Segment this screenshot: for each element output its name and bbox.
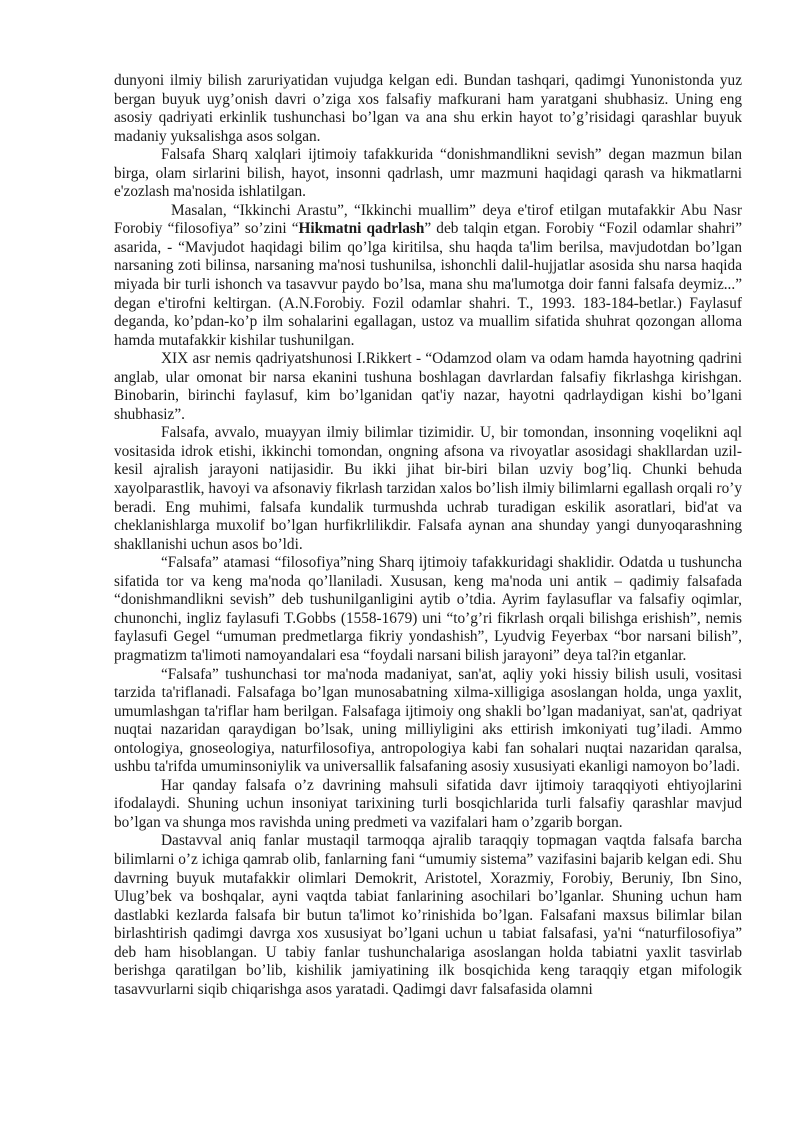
paragraph-2: Falsafa Sharq xalqlari ijtimoiy tafakkurida “donishmandlikni sevish” degan mazmun bilan birga, olam sirlarini bilish, hayot, insonni qadrlash, umr mazmuni haqidagi qarash va hikmatlarni e'zozlash ma'nosida ishlatilgan. (114, 146, 742, 201)
paragraph-1: dunyoni ilmiy bilish zaruriyatidan vujudga kelgan edi. Bundan tashqari, qadimgi Yunonistonda yuz bergan buyuk uyg’onish davri o’ziga xos falsafiy mafkurani ham yaratgani shubhasiz. Uning eng asosiy qadriyati erkinlik tushunchasi bo’lgan va ana shu erkin hayot to’g’risidagi qarashlar buyuk madaniy yuksalishga asos solgan. (114, 72, 742, 145)
paragraph-6: “Falsafa” atamasi “filosofiya”ning Sharq ijtimoiy tafakkuridagi shaklidir. Odatda u tushuncha sifatida tor va keng ma'noda qo’llaniladi. Xususan, keng ma'noda uni antik – qadimiy falsafada “donishmandlikni sevish” deb tushunilganligini aytib o’tdia. Ayrim faylasuflar va falsafiy oqimlar, chunonchi, ingliz faylasufi T.Gobbs (1558-1679) uni “to’g’ri fikrlash orqali bilishga erishish”, nemis faylasufi Gegel “umuman predmetlarga fikriy yondashish”, Lyudvig Feyerbax “bor narsani bilish”, pragmatizm ta'limoti namoyandalari esa “foydali narsani bilish jarayoni” deya tal?in etganlar. (114, 554, 742, 664)
document-page (114, 72, 742, 999)
bold-term: Hikmatni qadrlash (298, 220, 425, 238)
paragraph-7: “Falsafa” tushunchasi tor ma'noda madaniyat, san'at, aqliy yoki hissiy bilish usuli, vositasi tarzida ta'riflanadi. Falsafaga bo’lgan munosabatning xilma-xilligiga asoslangan holda, unga yaxlit, umumlashgan ta'riflar ham berilgan. Falsafaga ijtimoiy ong shakli bo’lgan madaniyat, san'at, qadriyat nuqtai nazaridan qaraydigan bo’lsak, uning milliyligini aks ettirish imkoniyati tug’iladi. Ammo ontologiya, gnoseologiya, naturfilosofiya, antropologiya kabi fan sohalari nuqtai nazaridan qaralsa, ushbu ta'rifda umuminsoniylik va universallik falsafaning asosiy xususiyati ekanligi namoyon bo’ladi. (114, 665, 742, 776)
paragraph-3-text-end: ” deb talqin etgan. Forobiy “Fozil odamlar shahri” asarida, - “Mavjudot haqidagi bilim qo’lga kiritilsa, shu haqda ta'lim berilsa, mavjudotdan bo’lgan narsaning zoti bilinsa, narsaning ma'nosi tushunilsa, ishonchli dalil-hujjatlar asosida shu narsa haqida miyada bir turli ishonch va tasavvur paydo bo’lsa, mana shu ma'lumotga doir fanni falsafa deymiz...” degan e'tirofni keltirgan. (A.N.Forobiy. Fozil odamlar shahri. T., 1993. 183-184-betlar.) Faylasuf deganda, ko’pdan-ko’p ilm sohalarini egallagan, ustoz va muallim sifatida shuhrat qozongan alloma hamda mutafakkir kishilar tushunilgan. (114, 220, 742, 349)
paragraph-8: Har qanday falsafa o’z davrining mahsuli sifatida davr ijtimoiy taraqqiyoti ehtiyojlarini ifodalaydi. Shuning uchun insoniyat tarixining turli bosqichlarida turli falsafiy qarashlar mavjud bo’lgan va shunga mos ravishda uning predmeti va vazifalari ham o’zgarib borgan. (114, 776, 742, 831)
paragraph-3-text-start: Masalan, “Ikkinchi Arastu”, “Ikkinchi muallim” deya e'tirof etilgan mutafakkir Abu Nasr Forobiy “filosofiya” so’zini “ (114, 201, 742, 238)
paragraph-5: Falsafa, avvalo, muayyan ilmiy bilimlar tizimidir. U, bir tomondan, insonning voqelikni aql vositasida idrok etishi, ikkinchi tomondan, ongning afsona va rivoyatlar asosidagi shakllardan uzil-kesil ajralish jarayoni natijasidir. Bu ikki jihat bir-biri bilan uzviy bog’liq. Chunki behuda xayolparastlik, havoyi va afsonaviy fikrlash tarzidan xalos bo’lish ilmiy bilimlarni egallash orqali ro’y beradi. Eng muhimi, falsafa kundalik turmushda uchrab turadigan eskilik asoratlari, bid'at va cheklanishlarga muxolif bo’lgan hurfikrlilikdir. Falsafa aynan ana shunday yangi dunyoqarashning shakllanishi uchun asos bo’ldi. (114, 424, 742, 553)
paragraph-9: Dastavval aniq fanlar mustaqil tarmoqqa ajralib taraqqiy topmagan vaqtda falsafa barcha bilimlarni o’z ichiga qamrab olib, fanlarning fani “umumiy sistema” vazifasini bajarib kelgan edi. Shu davrning buyuk mutafakkir olimlari Demokrit, Aristotel, Xorazmiy, Forobiy, Beruniy, Ibn Sino, Ulug’bek va boshqalar, ayni vaqtda tabiat fanlarining asochilari bo’lganlar. Shuning uchun ham dastlabki kezlarda falsafa bir butun ta'limot ko’rinishida bo’lgan. Falsafani maxsus bilimlar bilan birlashtirish qadimgi davrga xos xususiyat bo’lgani uchun u tabiat falsafasi, ya'ni “naturfilosofiya” deb ham hisoblangan. U tabiy fanlar tushunchalariga asoslangan holda tabiatni yaxlit tasvirlab berishga qaratilgan bo’lib, kishilik jamiyatining ilk bosqichida keng taraqqiy etgan mifologik tasavvurlarni siqib chiqarishga asos yaratadi. Qadimgi davr falsafasida olamni (114, 832, 742, 998)
paragraph-3 (114, 202, 742, 350)
paragraph-4: XIX asr nemis qadriyatshunosi I.Rikkert - “Odamzod olam va odam hamda hayotning qadrini anglab, ular omonat bir narsa ekanini tushuna boshlagan davrlardan falsafiy fikrlashga kirishgan. Binobarin, birinchi faylasuf, kim bo’lganidan qat'iy nazar, hayotni qadrlaydigan kishi bo’lgani shubhasiz”. (114, 350, 742, 423)
